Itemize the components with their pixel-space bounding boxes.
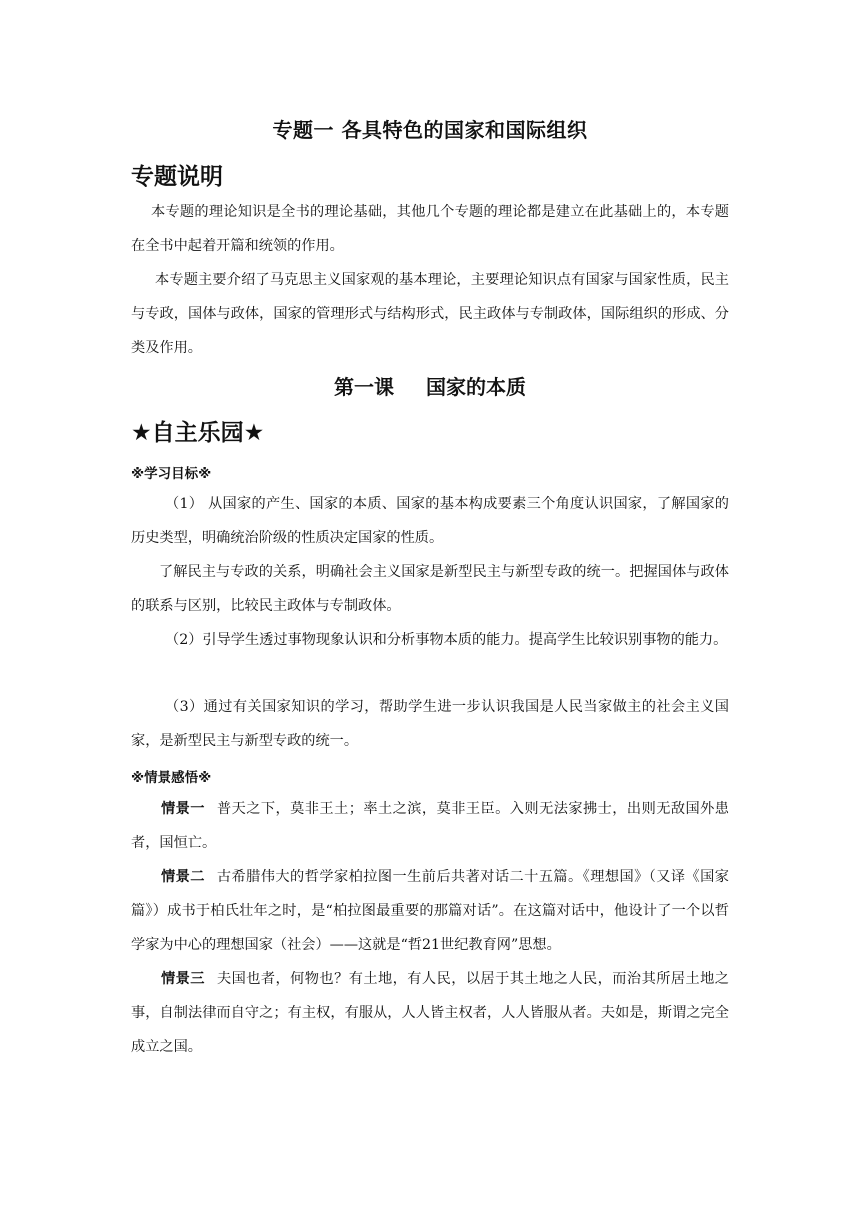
star-heading: ★自主乐园★: [131, 420, 265, 446]
scene-text: 夫国也者，何物也？有土地，有人民，以居于其土地之人民，而治其所居土地之事，自制法律而自守之；有主权，有服从，人人皆主权者，人人皆服从者。夫如是，斯谓之完全成立之国。: [131, 971, 729, 1055]
intro-paragraph: 本专题的理论知识是全书的理论基础，其他几个专题的理论都是建立在此基础上的，本专题在全书中起着开篇和统领的作用。: [131, 204, 729, 254]
lesson-number: 第一课: [334, 375, 394, 399]
scene-item: [131, 792, 729, 860]
scene-text: 古希腊伟大的哲学家柏拉图一生前后共著对话二十五篇。《理想国》（又译《国家篇》）成书于柏氏壮年之时，是“柏拉图最重要的那篇对话”。在这篇对话中，他设计了一个以哲学家为中心的理想国家（社会）——这就是“哲21世纪教育网”思想。: [131, 869, 729, 953]
goal-item: （3）通过有关国家知识的学习，帮助学生进一步认识我国是人民当家做主的社会主义国家，是新型民主与新型专政的统一。: [131, 699, 729, 749]
goals-heading: ※学习目标※: [131, 466, 212, 482]
scene-label: 情景三: [161, 971, 205, 987]
intro-paragraph: 本专题主要介绍了马克思主义国家观的基本理论，主要理论知识点有国家与国家性质，民主与专政，国体与政体，国家的管理形式与结构形式，民主政体与专制政体，国际组织的形成、分类及作用。: [131, 272, 729, 356]
scene-label: 情景二: [161, 869, 205, 885]
lesson-title: [0, 371, 860, 400]
goal-item: 了解民主与专政的关系，明确社会主义国家是新型民主与新型专政的统一。把握国体与政体的联系与区别，比较民主政体与专制政体。: [131, 564, 729, 614]
document-title: 专题一 各具特色的国家和国际组织: [272, 118, 588, 142]
goal-item: （2）引导学生透过事物现象认识和分析事物本质的能力。提高学生比较识别事物的能力。: [165, 632, 728, 648]
goal-item: （1） 从国家的产生、国家的本质、国家的基本构成要素三个角度认识国家，了解国家的历史类型，明确统治阶级的性质决定国家的性质。: [131, 496, 729, 546]
lesson-name: 国家的本质: [426, 375, 526, 399]
scene-item: [131, 860, 729, 962]
scenes-heading: ※情景感悟※: [131, 770, 212, 786]
scene-item: [131, 962, 729, 1064]
section-heading: 专题说明: [131, 164, 223, 190]
scene-label: 情景一: [161, 801, 205, 817]
scene-text: 普天之下，莫非王土；率土之滨，莫非王臣。入则无法家拂士，出则无敌国外患者，国恒亡。: [131, 801, 729, 851]
